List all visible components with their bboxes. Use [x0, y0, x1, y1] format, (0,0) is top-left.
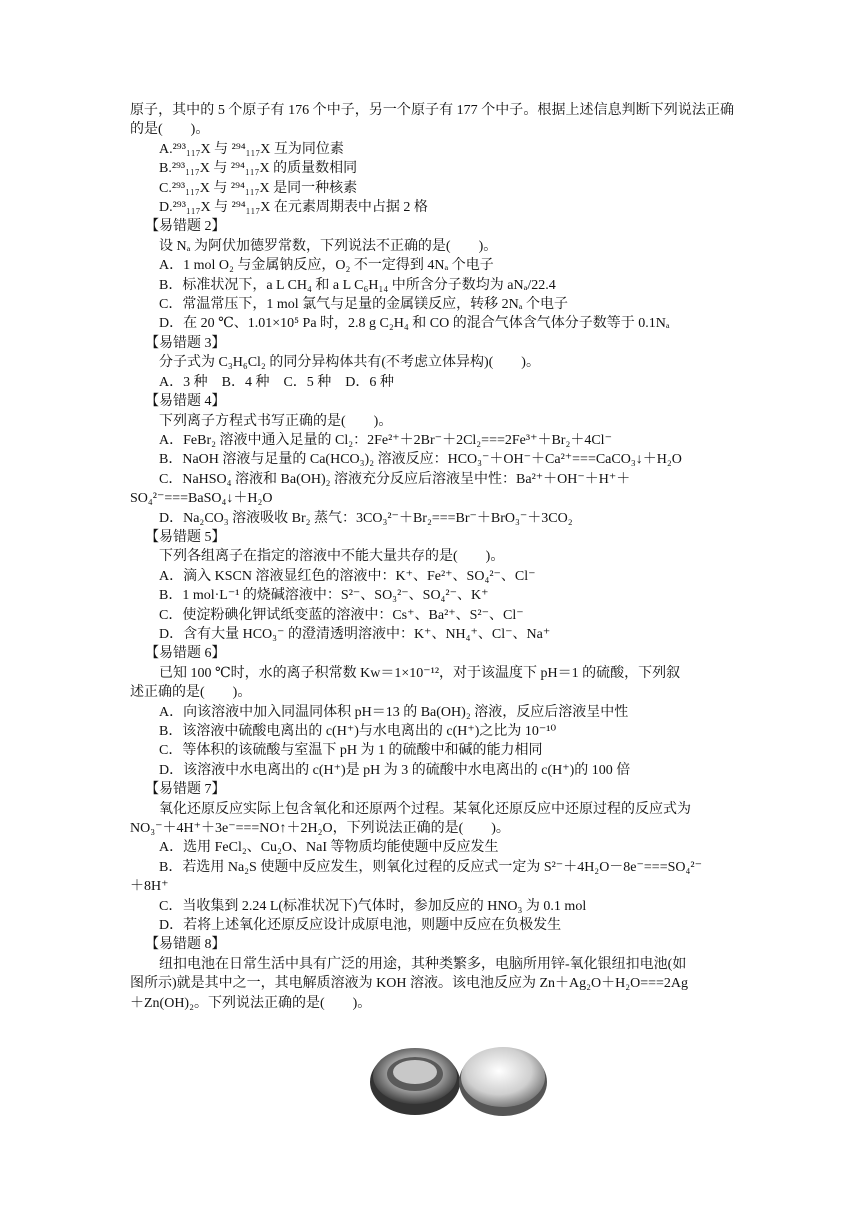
text-line: C．等体积的该硫酸与室温下 pH 为 1 的硫酸中和碱的能力相同 — [159, 743, 543, 759]
text-line: 氧化还原反应实际上包含氧化和还原两个过程。某氧化还原反应中还原过程的反应式为 — [159, 801, 691, 817]
text-line: B．NaOH 溶液与足量的 Ca(HCO₃)₂ 溶液反应：HCO₃⁻＋OH⁻＋Ca²⁺===CaCO₃↓＋H₂O — [159, 452, 682, 468]
text-line: D.²⁹³₁₁₇X 与 ²⁹⁴₁₁₇X 在元素周期表中占据 2 格 — [159, 200, 428, 216]
text-line: A．向该溶液中加入同温同体积 pH＝13 的 Ba(OH)₂ 溶液，反应后溶液呈中性 — [159, 704, 629, 720]
text-line: A．FeBr₂ 溶液中通入足量的 Cl₂：2Fe²⁺＋2Br⁻＋2Cl₂===2Fe³⁺＋Br₂＋4Cl⁻ — [159, 432, 612, 448]
text-line: A．1 mol O₂ 与金属钠反应，O₂ 不一定得到 4Nₐ 个电子 — [159, 258, 494, 274]
text-line: 图所示)就是其中之一，其电解质溶液为 KOH 溶液。该电池反应为 Zn＋Ag₂O＋H₂O===2Ag — [130, 976, 689, 992]
text-line: D．含有大量 HCO₃⁻ 的澄清透明溶液中：K⁺、NH₄⁺、Cl⁻、Na⁺ — [159, 626, 551, 642]
text-line: 纽扣电池在日常生活中具有广泛的用途，其种类繁多，电脑所用锌-氧化银纽扣电池(如 — [159, 956, 687, 972]
text-line: D．在 20 ℃、1.01×10⁵ Pa 时，2.8 g C₂H₄ 和 CO 的混合气体含气体分子数等于 0.1Nₐ — [159, 316, 670, 332]
text-line: A．滴入 KSCN 溶液显红色的溶液中：K⁺、Fe²⁺、SO₄²⁻、Cl⁻ — [159, 568, 536, 584]
text-line: ＋Zn(OH)₂。下列说法正确的是( )。 — [130, 995, 372, 1011]
text-line: 下列各组离子在指定的溶液中不能大量共存的是( )。 — [159, 549, 505, 565]
text-line: 原子，其中的 5 个原子有 176 个中子，另一个原子有 177 个中子。根据上述信息判断下列说法正确的是( )。 — [130, 103, 734, 138]
text-line: B．标准状况下，a L CH₄ 和 a L C₆H₁₄ 中所含分子数均为 aNₐ/22.4 — [159, 277, 556, 293]
document-body — [130, 101, 734, 1013]
text-line: D．该溶液中水电离出的 c(H⁺)是 pH 为 3 的硫酸中水电离出的 c(H⁺)的 100 倍 — [159, 762, 631, 778]
text-line: 述正确的是( )。 — [130, 685, 252, 701]
text-line: C．当收集到 2.24 L(标准状况下)气体时，参加反应的 HNO₃ 为 0.1 mol — [159, 898, 587, 914]
text-line: C.²⁹³₁₁₇X 与 ²⁹⁴₁₁₇X 是同一种核素 — [159, 180, 358, 196]
text-line: 已知 100 ℃时，水的离子积常数 Kw＝1×10⁻¹²，对于该温度下 pH＝1 的硫酸，下列叙 — [159, 665, 681, 681]
text-line: D．Na₂CO₃ 溶液吸收 Br₂ 蒸气：3CO₃²⁻＋Br₂===Br⁻＋BrO₃⁻＋3CO₂ — [159, 510, 573, 526]
text-line: B.²⁹³₁₁₇X 与 ²⁹⁴₁₁₇X 的质量数相同 — [159, 161, 358, 177]
question-header: 【易错题 6】 — [145, 646, 226, 662]
question-header: 【易错题 7】 — [145, 782, 226, 798]
text-line: B．若选用 Na₂S 使题中反应发生，则氧化过程的反应式一定为 S²⁻＋4H₂O－8e⁻===SO₄²⁻ — [159, 859, 702, 875]
text-line: A．3 种 B．4 种 C．5 种 D．6 种 — [159, 374, 394, 390]
text-line: A．选用 FeCl₂、Cu₂O、NaI 等物质均能使题中反应发生 — [159, 840, 499, 856]
text-line: ＋8H⁺ — [130, 879, 169, 895]
question-header: 【易错题 8】 — [145, 937, 226, 953]
text-line: B．该溶液中硫酸电离出的 c(H⁺)与水电离出的 c(H⁺)之比为 10⁻¹⁰ — [159, 724, 557, 739]
text-line: SO₄²⁻===BaSO₄↓＋H₂O — [130, 491, 273, 507]
button-battery-photo — [365, 1030, 555, 1125]
text-line: D．若将上述氧化还原反应设计成原电池，则题中反应在负极发生 — [159, 918, 562, 934]
question-header: 【易错题 3】 — [145, 335, 226, 351]
battery-right — [459, 1047, 547, 1116]
question-header: 【易错题 5】 — [145, 529, 226, 545]
text-line: C．NaHSO₄ 溶液和 Ba(OH)₂ 溶液充分反应后溶液呈中性：Ba²⁺＋OH⁻＋H⁺＋ — [159, 471, 631, 487]
question-header: 【易错题 2】 — [145, 219, 226, 235]
text-line: C．常温常压下，1 mol 氯气与足量的金属镁反应，转移 2Nₐ 个电子 — [159, 297, 569, 313]
text-line: B．1 mol·L⁻¹ 的烧碱溶液中：S²⁻、SO₃²⁻、SO₄²⁻、K⁺ — [159, 588, 489, 604]
battery-left — [370, 1048, 460, 1115]
text-line: A.²⁹³₁₁₇X 与 ²⁹⁴₁₁₇X 互为同位素 — [159, 141, 344, 157]
text-line: 分子式为 C₃H₆Cl₂ 的同分异构体共有(不考虑立体异构)( )。 — [159, 355, 540, 371]
text-line: NO₃⁻＋4H⁺＋3e⁻===NO↑＋2H₂O，下列说法正确的是( )。 — [130, 821, 510, 837]
text-line: 设 Nₐ 为阿伏加德罗常数，下列说法不正确的是( )。 — [159, 238, 498, 254]
text-line: C．使淀粉碘化钾试纸变蓝的溶液中：Cs⁺、Ba²⁺、S²⁻、Cl⁻ — [159, 607, 524, 623]
question-header: 【易错题 4】 — [145, 394, 226, 410]
text-line: 下列离子方程式书写正确的是( )。 — [159, 413, 393, 429]
